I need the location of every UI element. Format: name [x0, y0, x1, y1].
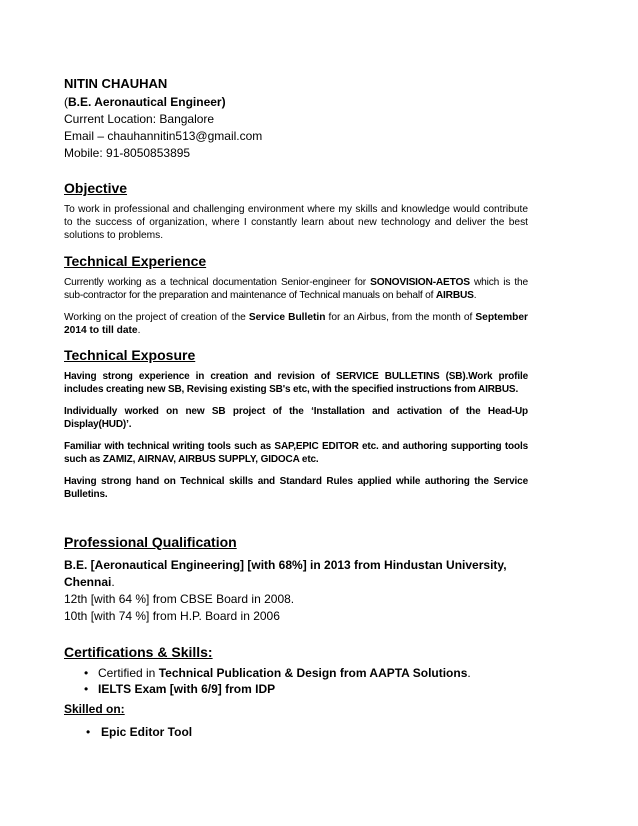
exposure-item: Having strong experience in creation and revision of SERVICE BULLETINS (SB).Work profile includes creating new SB, Revising existing SB's etc, with the specified instructions from AIRBUS. [64, 371, 528, 395]
skilled-heading: Skilled on: [64, 702, 125, 716]
qualification-10th: 10th [with 74 %] from H.P. Board in 2006 [64, 609, 280, 623]
skills-list [64, 724, 528, 740]
project-name: Service Bulletin [248, 312, 326, 323]
exposure-heading: Technical Exposure [64, 347, 196, 363]
project-duration: September 2014 to till date [64, 312, 529, 336]
bullet-icon: • [86, 725, 91, 739]
company-name: SONOVISION-AETOS [370, 277, 470, 288]
qualification-12th: 12th [with 64 %] from CBSE Board in 2008. [64, 592, 295, 606]
exposure-section [64, 346, 528, 501]
certifications-list [64, 665, 528, 697]
degree-detail-end: . [111, 575, 115, 589]
experience-text: for an Airbus, from the month of [325, 312, 476, 323]
degree-line [64, 94, 528, 111]
degree-open-paren: ( [64, 95, 68, 109]
bullet-icon: • [84, 666, 89, 680]
client-name: AIRBUS [435, 290, 474, 301]
bullet-icon: • [84, 682, 89, 696]
header-block [64, 76, 528, 162]
objective-text: To work in professional and challenging environment where my skills and knowledge would contribute to the success of organization, where I constantly learn about new technology and deliver the best solutions to problems. [64, 204, 528, 241]
exposure-item: Having strong hand on Technical skills and Standard Rules applied while authoring the Service Bulletins. [64, 476, 528, 500]
email: Email – chauhannitin513@gmail.com [64, 129, 263, 143]
certification-name: Technical Publication & Design from AAPTA Solutions [158, 666, 468, 680]
certification-name: IELTS Exam [with 6/9] from IDP [98, 682, 276, 696]
candidate-name: NITIN CHAUHAN [64, 76, 168, 91]
degree: B.E. Aeronautical Engineer) [68, 95, 226, 109]
experience-text: . [473, 290, 477, 301]
location: Current Location: Bangalore [64, 112, 215, 126]
experience-heading: Technical Experience [64, 253, 207, 269]
experience-paragraph-2 [64, 311, 528, 337]
experience-text: . [137, 325, 141, 336]
certifications-heading: Certifications & Skills: [64, 644, 213, 660]
experience-text: Working on the project of creation of the [64, 312, 249, 323]
mobile: Mobile: 91-8050853895 [64, 146, 191, 160]
skill-item [64, 724, 528, 740]
qualification-degree [64, 557, 528, 591]
certification-item [64, 665, 528, 681]
experience-text: Currently working as a technical documentation Senior-engineer for [64, 277, 371, 288]
objective-heading: Objective [64, 180, 128, 196]
exposure-item: Familiar with technical writing tools such as SAP,EPIC EDITOR etc. and authoring supporting tools such as ZAMIZ, AIRNAV, AIRBUS SUPPLY, GIDOCA etc. [64, 441, 528, 465]
experience-section [64, 252, 528, 337]
certification-text: . [467, 666, 471, 680]
certification-text: Certified in [98, 666, 159, 680]
objective-section [64, 179, 528, 242]
qualification-section [64, 533, 528, 625]
skill-name: Epic Editor Tool [101, 725, 193, 739]
exposure-item: Individually worked on new SB project of the ‘Installation and activation of the Head-Up Display(HUD)’. [64, 406, 528, 430]
experience-paragraph-1 [64, 276, 528, 302]
resume-page [64, 76, 528, 740]
degree-detail: B.E. [Aeronautical Engineering] [with 68%] in 2013 from Hindustan University, Chennai [64, 558, 507, 589]
experience-text: which is the sub-contractor for the preparation and maintenance of Technical manuals on behalf of [64, 277, 528, 301]
certifications-section [64, 643, 528, 740]
qualification-heading: Professional Qualification [64, 534, 237, 550]
certification-item [64, 681, 528, 697]
